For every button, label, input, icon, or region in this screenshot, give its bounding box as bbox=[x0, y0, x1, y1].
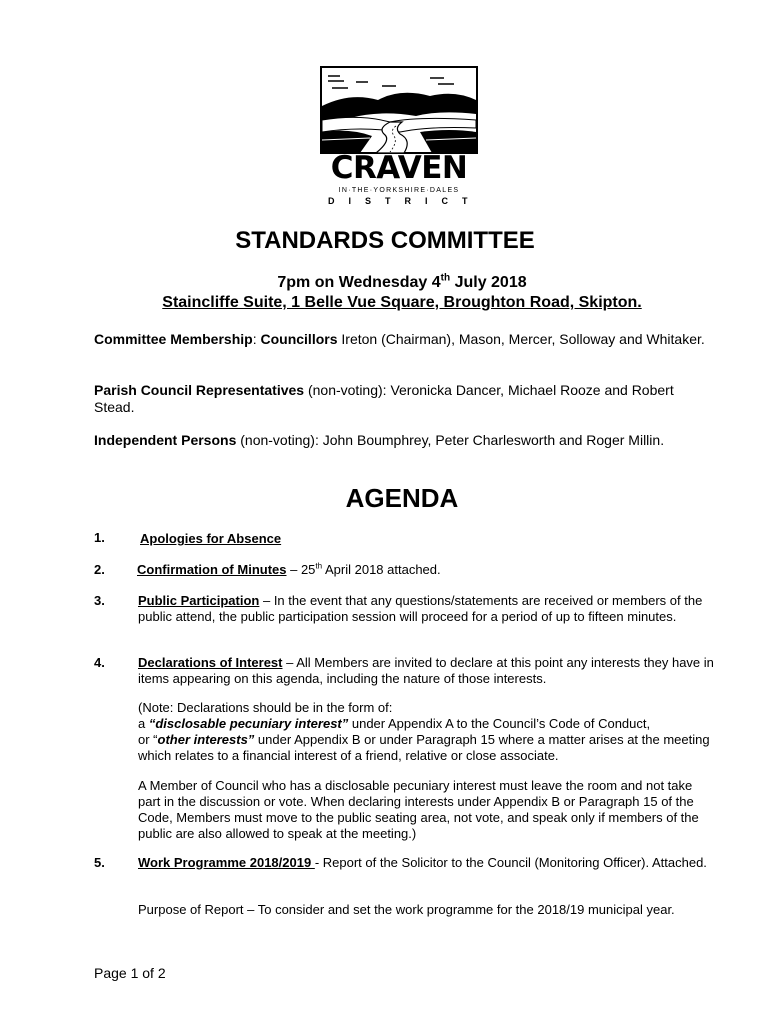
meeting-month: July 2018 bbox=[450, 274, 527, 291]
agenda-item-public-participation bbox=[138, 593, 718, 625]
landscape-emblem-icon bbox=[320, 66, 478, 156]
membership-label: Committee Membership bbox=[94, 331, 253, 347]
meeting-venue: Staincliffe Suite, 1 Belle Vue Square, Broughton Road, Skipton. bbox=[162, 294, 642, 311]
independent-label: Independent Persons bbox=[94, 432, 237, 448]
note-other-term: other interests” bbox=[157, 732, 255, 747]
independent-text: (non-voting): John Boumphrey, Peter Charlesworth and Roger Millin. bbox=[236, 432, 665, 448]
item-text: – All Members are invited to declare at this point any interests they have in items appearing on this agenda, including the nature of those interests. bbox=[138, 655, 714, 686]
item-text: – 25 bbox=[286, 562, 316, 577]
item-heading: Public Participation bbox=[138, 593, 260, 608]
meeting-time-text: 7pm on Wednesday 4 bbox=[277, 274, 441, 291]
agenda-item-number: 5. bbox=[94, 855, 105, 870]
agenda-item-apologies bbox=[140, 531, 720, 547]
membership-sep: : bbox=[252, 331, 261, 347]
committee-title: STANDARDS COMMITTEE bbox=[235, 227, 535, 254]
note-dpi-rest: under Appendix A to the Council’s Code of Conduct, bbox=[348, 716, 651, 731]
item-heading: Declarations of Interest bbox=[138, 655, 283, 670]
logo-brand-text: CRAVEN bbox=[330, 150, 468, 186]
parish-label: Parish Council Representatives bbox=[94, 382, 305, 398]
item-text-rest: April 2018 attached. bbox=[322, 562, 441, 577]
membership-text: Ireton (Chairman), Mason, Mercer, Solloway and Whitaker. bbox=[337, 331, 705, 347]
agenda-item-number: 1. bbox=[94, 530, 105, 545]
item-text: - Report of the Solicitor to the Council (Monitoring Officer). Attached. bbox=[314, 855, 707, 870]
parish-representatives bbox=[94, 382, 712, 416]
meeting-time-suffix: th bbox=[440, 272, 451, 284]
note-other-rest: under Appendix B or under Paragraph 15 where a matter arises at the meeting which relates to a financial interest of a friend, relative or close associate. bbox=[138, 732, 710, 763]
note-intro: (Note: Declarations should be in the form of: bbox=[138, 700, 393, 715]
committee-membership bbox=[94, 331, 712, 348]
meeting-time bbox=[0, 272, 770, 294]
membership-role: Councillors bbox=[260, 331, 338, 347]
agenda-item-number: 4. bbox=[94, 655, 105, 670]
agenda-item-minutes bbox=[137, 562, 717, 578]
item-heading: Apologies for Absence bbox=[140, 531, 282, 546]
note-a-prefix: a bbox=[138, 716, 149, 731]
note-other-line bbox=[138, 732, 718, 764]
craven-logo bbox=[320, 66, 482, 208]
declarations-note bbox=[138, 700, 718, 764]
agenda-item-declarations bbox=[138, 655, 718, 687]
page-number: Page 1 of 2 bbox=[94, 965, 166, 981]
agenda-heading: AGENDA bbox=[345, 483, 459, 513]
work-programme-purpose: Purpose of Report – To consider and set the work programme for the 2018/19 municipal year. bbox=[138, 902, 675, 917]
note-dpi-term: “disclosable pecuniary interest” bbox=[148, 716, 349, 731]
logo-tagline: IN·THE·YORKSHIRE·DALES bbox=[338, 187, 460, 194]
note-dpi-line bbox=[138, 716, 718, 732]
declarations-member-note: A Member of Council who has a disclosable pecuniary interest must leave the room and not take part in the discussion or vote. When declaring interests under Appendix B or Paragraph 15 of the Code, Members must move to the public seating area, not vote, and speak only if members of the public are also allowed to speak at the meeting.) bbox=[138, 778, 699, 841]
parish-text: (non-voting): Veronicka Dancer, Michael Rooze and Robert Stead. bbox=[94, 382, 674, 415]
item-heading: Confirmation of Minutes bbox=[137, 562, 287, 577]
item-text-suffix: th bbox=[315, 561, 323, 571]
logo-district-text: DISTRICT bbox=[328, 196, 482, 206]
independent-persons bbox=[94, 432, 712, 449]
agenda-item-number: 2. bbox=[94, 562, 105, 577]
item-text: – In the event that any questions/statements are received or members of the public attend, the public participation session will proceed for a period of up to fifteen minutes. bbox=[138, 593, 703, 624]
note-or-prefix: or “ bbox=[138, 732, 158, 747]
agenda-item-work-programme bbox=[138, 855, 718, 871]
agenda-item-number: 3. bbox=[94, 593, 105, 608]
item-heading: Work Programme 2018/2019 bbox=[138, 855, 315, 870]
